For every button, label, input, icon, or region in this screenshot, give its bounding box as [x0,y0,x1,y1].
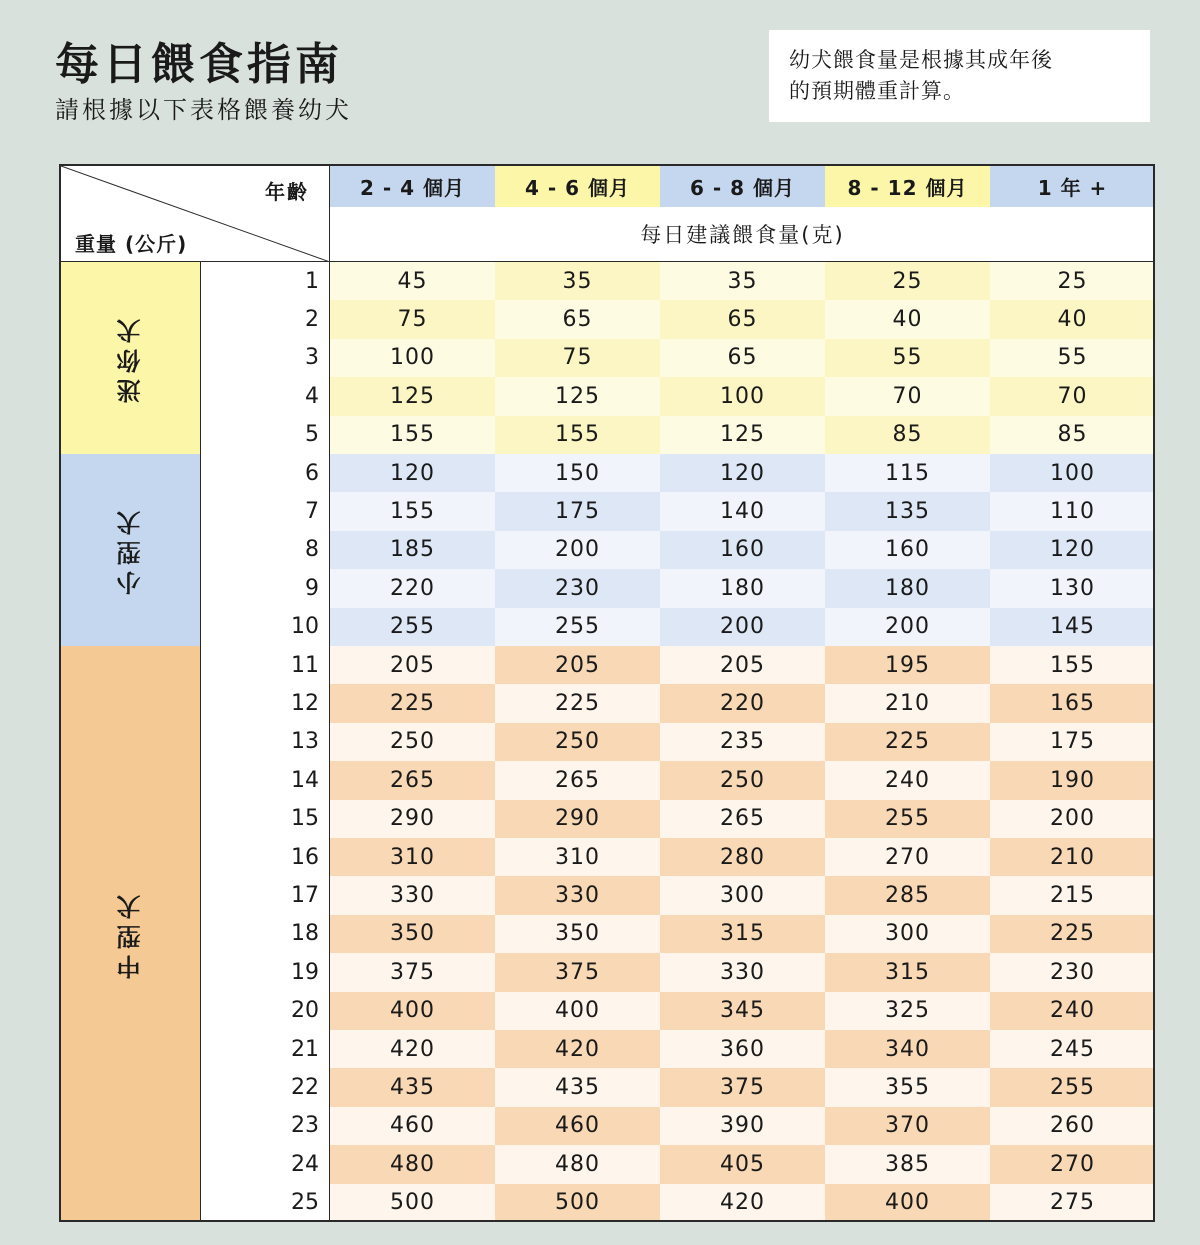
feeding-amount-cell: 125 [330,377,495,415]
feeding-amount-cell: 110 [990,492,1155,530]
feeding-amount-cell: 55 [825,339,990,377]
feeding-amount-cell: 120 [990,531,1155,569]
feeding-amount-cell: 330 [495,876,660,914]
feeding-amount-cell: 230 [495,569,660,607]
feeding-amount-cell: 115 [825,454,990,492]
feeding-amount-cell: 500 [495,1184,660,1222]
feeding-amount-cell: 280 [660,838,825,876]
feeding-amount-cell: 375 [660,1068,825,1106]
feeding-amount-cell: 300 [825,915,990,953]
size-group-label: 小型犬 [117,505,145,595]
feeding-amount-cell: 260 [990,1107,1155,1145]
info-note [769,30,1150,122]
feeding-amount-cell: 265 [330,761,495,799]
feeding-amount-cell: 460 [330,1107,495,1145]
feeding-amount-cell: 235 [660,723,825,761]
size-group-label: 迷你犬 [117,313,145,403]
feeding-amount-cell: 375 [495,953,660,991]
weight-axis-label: 重量 (公斤) [75,232,188,256]
feeding-amount-cell: 435 [330,1068,495,1106]
feeding-amount-cell: 370 [825,1107,990,1145]
feeding-amount-cell: 200 [495,531,660,569]
info-note-line-1: 幼犬餵食量是根據其成年後 [789,48,1053,72]
weight-cell: 24 [291,1151,319,1177]
feeding-amount-cell: 55 [990,339,1155,377]
feeding-amount-cell: 130 [990,569,1155,607]
feeding-amount-cell: 250 [660,761,825,799]
feeding-amount-cell: 265 [495,761,660,799]
daily-amount-header: 每日建議餵食量(克) [330,207,1155,262]
feeding-amount-cell: 125 [495,377,660,415]
feeding-amount-cell: 300 [660,876,825,914]
page-subtitle: 請根據以下表格餵養幼犬 [55,96,352,124]
feeding-amount-cell: 240 [990,992,1155,1030]
feeding-amount-cell: 125 [660,416,825,454]
feeding-amount-cell: 165 [990,684,1155,722]
feeding-amount-cell: 375 [330,953,495,991]
feeding-amount-cell: 480 [495,1145,660,1183]
feeding-amount-cell: 360 [660,1030,825,1068]
feeding-amount-cell: 45 [330,262,495,300]
corner-header [61,166,330,262]
feeding-amount-cell: 200 [825,608,990,646]
age-axis-label: 年齡 [265,180,309,204]
weight-cell: 13 [291,729,319,755]
feeding-amount-cell: 155 [495,416,660,454]
weight-cell: 8 [305,537,319,563]
feeding-amount-cell: 175 [990,723,1155,761]
feeding-amount-cell: 215 [990,876,1155,914]
feeding-amount-cell: 460 [495,1107,660,1145]
feeding-amount-cell: 70 [825,377,990,415]
feeding-amount-cell: 310 [330,838,495,876]
weight-cell: 5 [305,422,319,448]
feeding-amount-cell: 100 [990,454,1155,492]
feeding-amount-cell: 200 [990,800,1155,838]
page-title: 每日餵食指南 [55,39,343,90]
feeding-amount-cell: 210 [825,684,990,722]
feeding-amount-cell: 150 [495,454,660,492]
feeding-amount-cell: 135 [825,492,990,530]
feeding-amount-cell: 120 [330,454,495,492]
feeding-amount-cell: 270 [990,1145,1155,1183]
age-column-header: 6 - 8 個月 [660,166,825,207]
size-group-band [61,454,201,646]
weight-cell: 2 [305,307,319,333]
weight-cell: 14 [291,767,319,793]
feeding-amount-cell: 405 [660,1145,825,1183]
weight-cell: 19 [291,959,319,985]
feeding-amount-cell: 255 [990,1068,1155,1106]
feeding-amount-cell: 205 [330,646,495,684]
feeding-amount-cell: 220 [330,569,495,607]
weight-cell: 22 [291,1075,319,1101]
feeding-amount-cell: 250 [330,723,495,761]
feeding-amount-cell: 325 [825,992,990,1030]
weight-cell: 15 [291,806,319,832]
feeding-amount-cell: 290 [495,800,660,838]
weight-cell: 1 [305,268,319,294]
feeding-amount-cell: 400 [495,992,660,1030]
feeding-amount-cell: 270 [825,838,990,876]
weight-cell: 3 [305,345,319,371]
feeding-amount-cell: 400 [330,992,495,1030]
feeding-amount-cell: 390 [660,1107,825,1145]
feeding-amount-cell: 385 [825,1145,990,1183]
feeding-amount-cell: 255 [495,608,660,646]
feeding-amount-cell: 155 [330,492,495,530]
feeding-amount-cell: 500 [330,1184,495,1222]
feeding-amount-cell: 40 [990,300,1155,338]
size-group-band [61,646,201,1222]
feeding-amount-cell: 225 [990,915,1155,953]
feeding-amount-cell: 420 [330,1030,495,1068]
feeding-amount-cell: 25 [825,262,990,300]
weight-cell: 23 [291,1113,319,1139]
feeding-amount-cell: 355 [825,1068,990,1106]
info-note-line-2: 的預期體重計算。 [789,79,965,103]
feeding-amount-cell: 225 [330,684,495,722]
feeding-amount-cell: 145 [990,608,1155,646]
weight-cell: 18 [291,921,319,947]
weight-column [201,262,330,1222]
feeding-amount-cell: 100 [330,339,495,377]
weight-cell: 12 [291,691,319,717]
weight-cell: 21 [291,1036,319,1062]
feeding-amount-cell: 35 [495,262,660,300]
weight-cell: 7 [305,499,319,525]
feeding-amount-cell: 345 [660,992,825,1030]
age-column-header: 2 - 4 個月 [330,166,495,207]
feeding-amount-cell: 85 [825,416,990,454]
feeding-amount-cell: 245 [990,1030,1155,1068]
feeding-amount-cell: 310 [495,838,660,876]
size-group-band [61,262,201,454]
feeding-amount-cell: 435 [495,1068,660,1106]
weight-cell: 10 [291,614,319,640]
age-column-header: 1 年 + [990,166,1155,207]
feeding-amount-cell: 265 [660,800,825,838]
age-column-header: 4 - 6 個月 [495,166,660,207]
feeding-amount-cell: 140 [660,492,825,530]
weight-cell: 17 [291,883,319,909]
feeding-amount-cell: 230 [990,953,1155,991]
size-group-label: 中型犬 [117,889,145,979]
feeding-amount-cell: 65 [495,300,660,338]
feeding-amount-cell: 160 [825,531,990,569]
weight-cell: 20 [291,998,319,1024]
feeding-amount-cell: 315 [825,953,990,991]
feeding-amount-cell: 225 [495,684,660,722]
feeding-amount-cell: 65 [660,300,825,338]
feeding-amount-cell: 315 [660,915,825,953]
feeding-amount-cell: 255 [330,608,495,646]
feeding-amount-cell: 180 [660,569,825,607]
weight-cell: 9 [305,575,319,601]
feeding-amount-cell: 175 [495,492,660,530]
feeding-amount-cell: 185 [330,531,495,569]
feeding-amount-cell: 275 [990,1184,1155,1222]
weight-cell: 16 [291,844,319,870]
feeding-amount-cell: 120 [660,454,825,492]
weight-cell: 25 [291,1190,319,1216]
feeding-amount-cell: 205 [660,646,825,684]
feeding-amount-cell: 210 [990,838,1155,876]
feeding-amount-cell: 40 [825,300,990,338]
feeding-amount-cell: 420 [660,1184,825,1222]
feeding-amount-cell: 190 [990,761,1155,799]
feeding-amount-cell: 70 [990,377,1155,415]
feeding-amount-cell: 420 [495,1030,660,1068]
weight-cell: 4 [305,383,319,409]
feeding-amount-cell: 330 [330,876,495,914]
feeding-amount-cell: 290 [330,800,495,838]
feeding-amount-cell: 225 [825,723,990,761]
feeding-amount-cell: 480 [330,1145,495,1183]
feeding-amount-cell: 75 [330,300,495,338]
feeding-amount-cell: 350 [330,915,495,953]
feeding-amount-cell: 160 [660,531,825,569]
feeding-amount-cell: 400 [825,1184,990,1222]
feeding-amount-cell: 100 [660,377,825,415]
feeding-amount-cell: 220 [660,684,825,722]
feeding-amount-cell: 350 [495,915,660,953]
feeding-amount-cell: 180 [825,569,990,607]
feeding-amount-cell: 155 [990,646,1155,684]
feeding-amount-cell: 200 [660,608,825,646]
feeding-amount-cell: 195 [825,646,990,684]
weight-cell: 6 [305,460,319,486]
feeding-amount-cell: 255 [825,800,990,838]
feeding-amount-cell: 340 [825,1030,990,1068]
feeding-amount-cell: 330 [660,953,825,991]
age-column-header: 8 - 12 個月 [825,166,990,207]
feeding-table [59,164,1155,1222]
feeding-amount-cell: 25 [990,262,1155,300]
feeding-amount-cell: 65 [660,339,825,377]
feeding-amount-cell: 155 [330,416,495,454]
feeding-amount-cell: 250 [495,723,660,761]
weight-cell: 11 [291,652,319,678]
feeding-amount-cell: 75 [495,339,660,377]
feeding-amount-cell: 285 [825,876,990,914]
feeding-amount-cell: 205 [495,646,660,684]
feeding-amount-cell: 240 [825,761,990,799]
feeding-amount-cell: 35 [660,262,825,300]
feeding-amount-cell: 85 [990,416,1155,454]
